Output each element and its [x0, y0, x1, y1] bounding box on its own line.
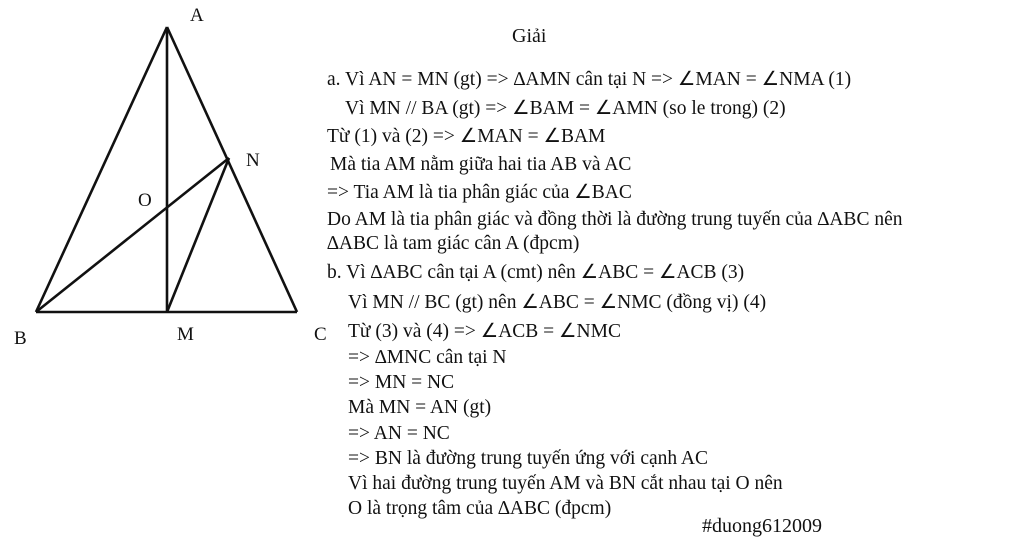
solution-line: Mà tia AM nằm giữa hai tia AB và AC	[330, 154, 632, 175]
point-label-o: O	[138, 190, 152, 211]
solution-line: => AN = NC	[348, 423, 450, 444]
point-label-n: N	[246, 150, 260, 171]
solution-line: b. Vì ∆ABC cân tại A (cmt) nên ∠ABC = ∠ACB (3)	[327, 262, 745, 283]
solution-line: Từ (3) và (4) => ∠ACB = ∠NMC	[348, 321, 621, 342]
solution-line: a. Vì AN = MN (gt) => ∆AMN cân tại N => ∠MAN = ∠NMA (1)	[327, 69, 852, 90]
solution-line: ∆ABC là tam giác cân A (đpcm)	[327, 233, 580, 254]
point-label-a: A	[190, 5, 204, 26]
solution-line: => MN = NC	[348, 372, 455, 393]
solution-line: O là trọng tâm của ∆ABC (đpcm)	[348, 498, 612, 519]
solution-line: Mà MN = AN (gt)	[348, 397, 492, 418]
point-label-m: M	[177, 324, 194, 345]
point-label-b: B	[14, 328, 27, 349]
side-ac	[167, 27, 297, 312]
solution-line: Vì MN // BC (gt) nên ∠ABC = ∠NMC (đồng vị) (4)	[348, 292, 767, 313]
solution-line: => ∆MNC cân tại N	[348, 347, 507, 368]
author-tag: #duong612009	[702, 515, 822, 537]
point-label-c: C	[314, 324, 327, 345]
median-bn	[36, 158, 229, 312]
solution-heading: Giải	[512, 25, 547, 47]
solution-line: => BN là đường trung tuyến ứng với cạnh AC	[348, 448, 709, 469]
solution-line: Từ (1) và (2) => ∠MAN = ∠BAM	[327, 126, 606, 147]
side-ab	[36, 27, 167, 312]
solution-line: Do AM là tia phân giác và đồng thời là đường trung tuyến của ∆ABC nên	[327, 209, 903, 230]
solution-line: Vì MN // BA (gt) => ∠BAM = ∠AMN (so le trong) (2)	[345, 98, 786, 119]
triangle-figure	[0, 0, 330, 360]
solution-line: Vì hai đường trung tuyến AM và BN cắt nhau tại O nên	[348, 473, 783, 494]
solution-line: => Tia AM là tia phân giác của ∠BAC	[327, 182, 632, 203]
